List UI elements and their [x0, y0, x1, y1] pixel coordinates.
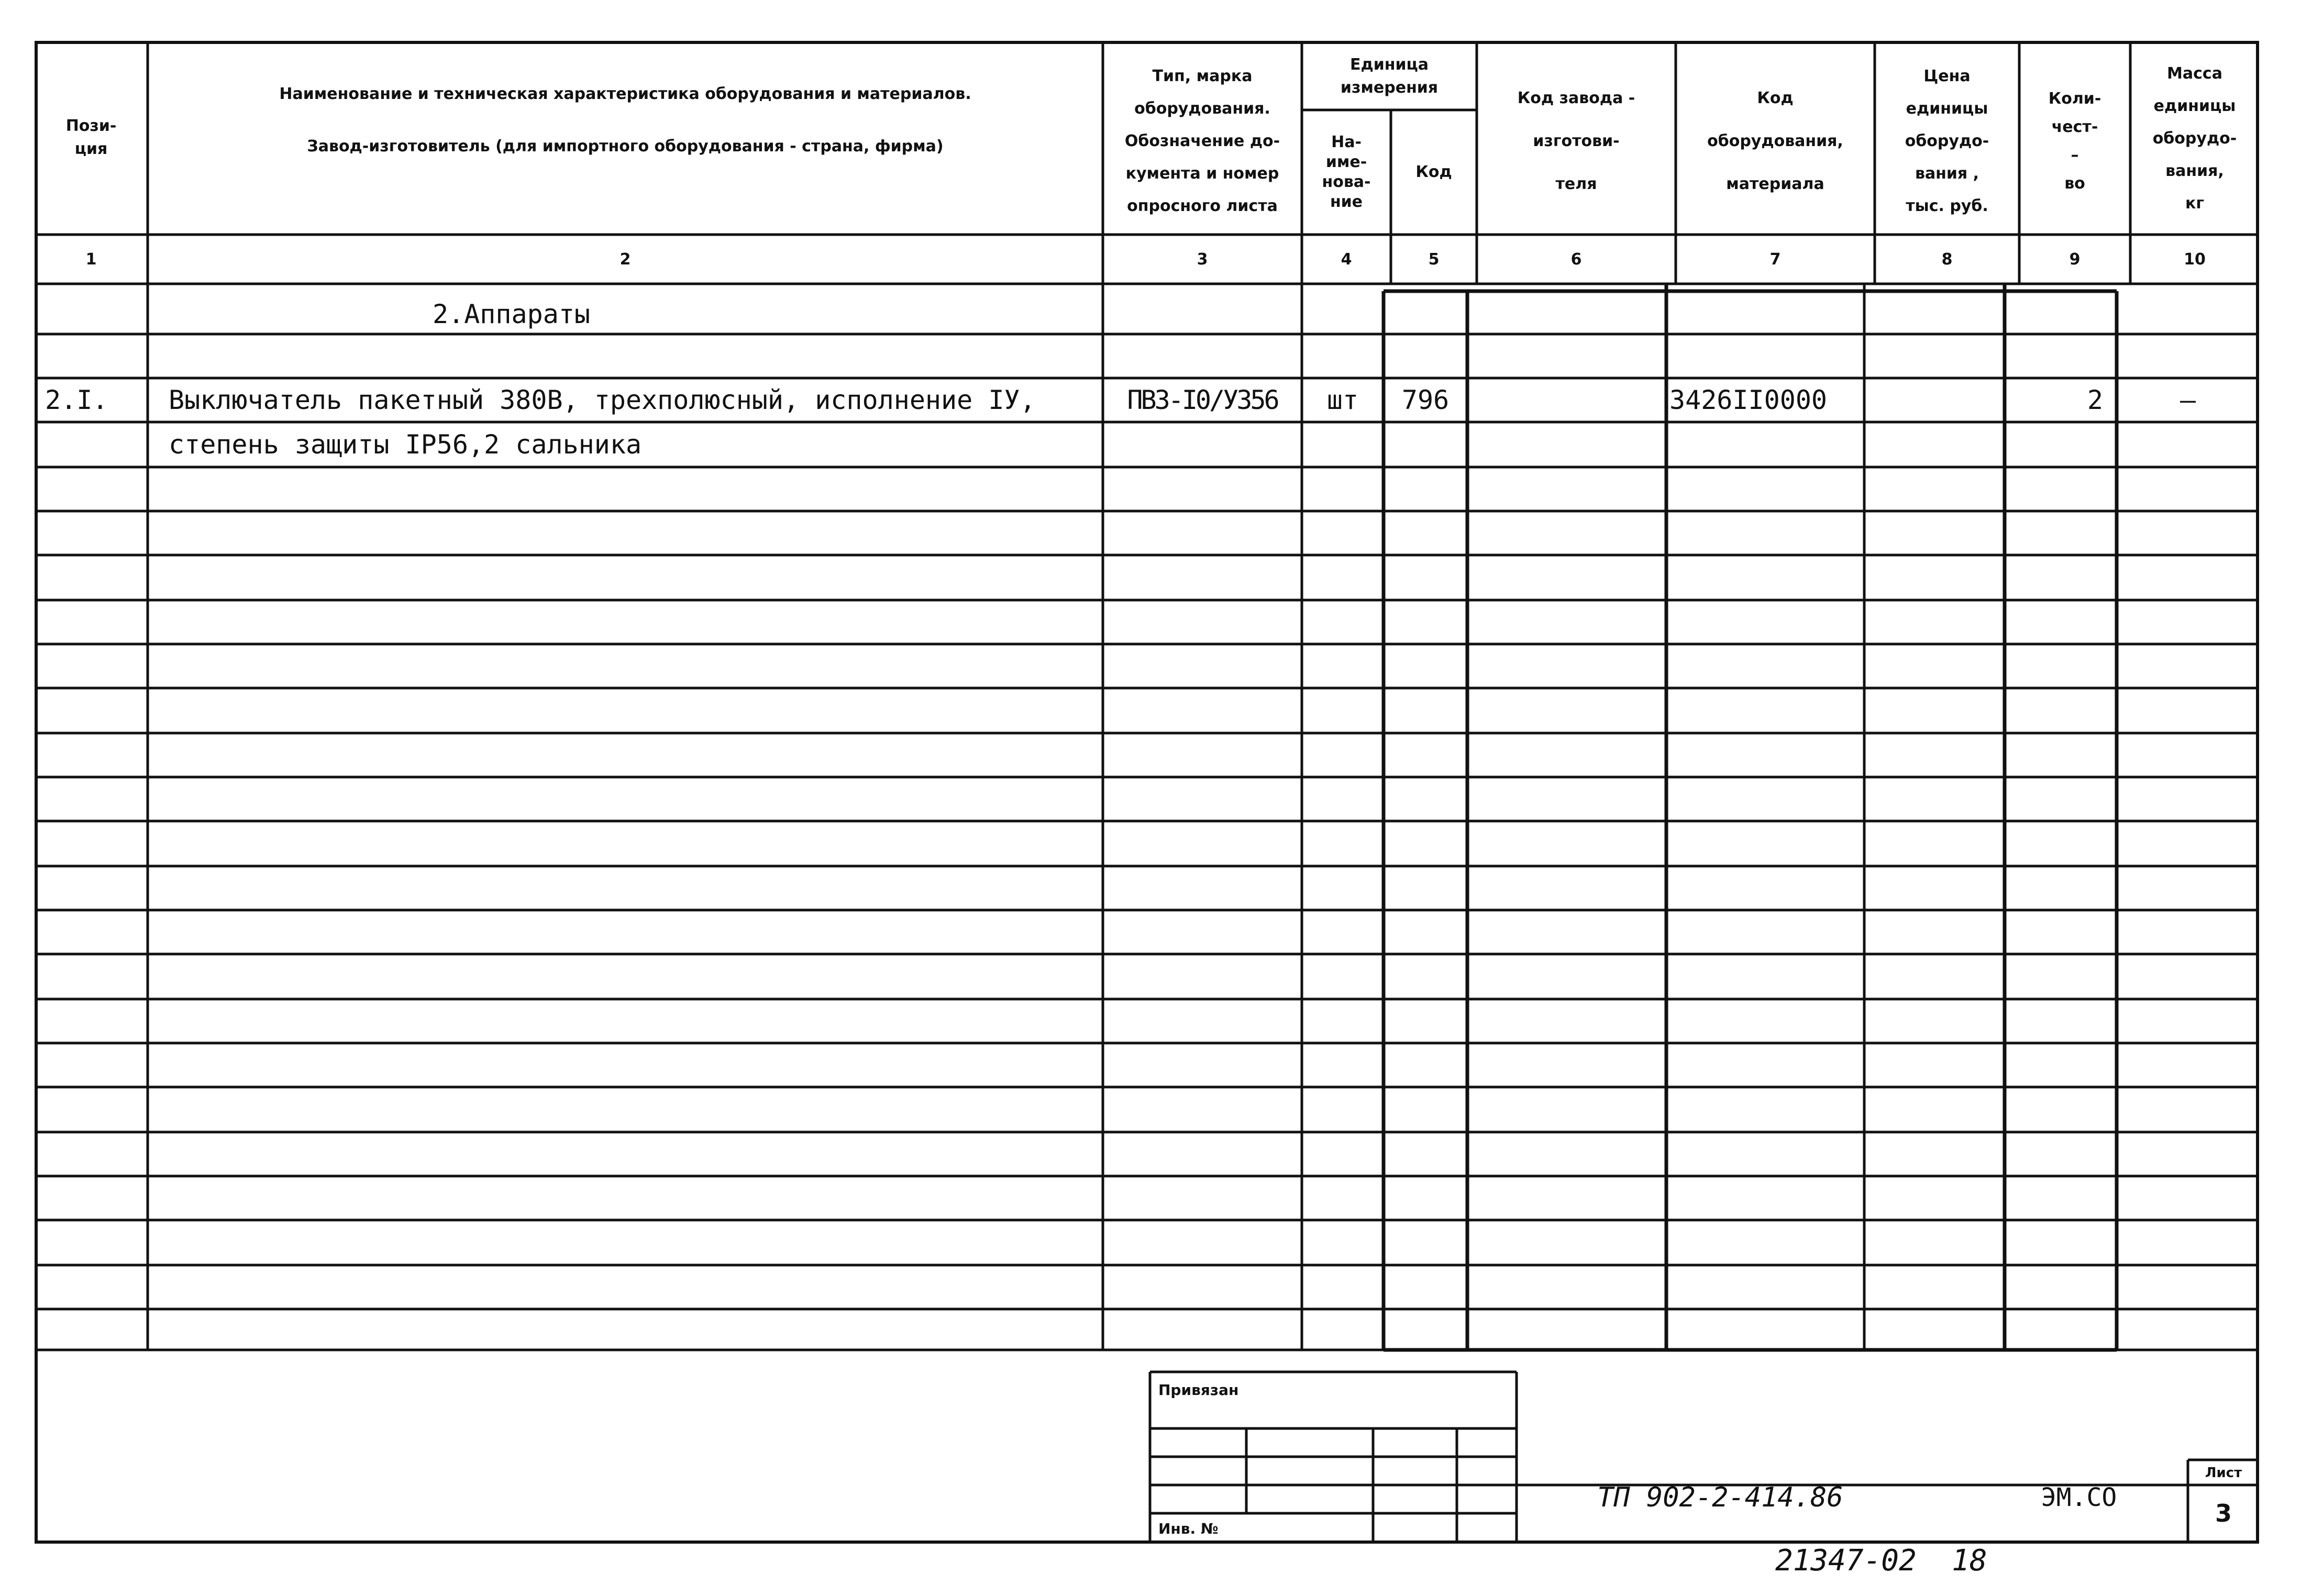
header-mass: Масса единицы оборудо- вания, кг: [2152, 64, 2237, 213]
col-number-5: 5: [1428, 250, 1440, 269]
inv-label: Инв. №: [1158, 1520, 1219, 1537]
section-title: 2.Аппараты: [433, 299, 591, 329]
row-mass: –: [2180, 385, 2196, 415]
col-number-1: 1: [85, 250, 97, 269]
col-number-8: 8: [1941, 250, 1953, 269]
header-name-line2: Завод-изготовитель (для импортного оборудования - страна, фирма): [307, 137, 944, 156]
row-unit: шт: [1326, 385, 1359, 415]
row-position: 2.I.: [45, 385, 108, 415]
header-unit-code: Код: [1415, 163, 1452, 181]
col-number-3: 3: [1197, 250, 1208, 269]
header-price: Цена единицы оборудо- вания , тыс. руб.: [1905, 67, 1989, 215]
col-number-6: 6: [1570, 250, 1582, 269]
row-material-code: 3426II0000: [1669, 385, 1828, 415]
header-quantity: Коли- чест- – во: [2048, 90, 2101, 193]
header-type: Тип, марка оборудования. Обозначение до- кумента и номер опросного листа: [1124, 67, 1280, 215]
col-number-7: 7: [1769, 250, 1781, 269]
doc-code: ЭМ.СО: [2041, 1483, 2117, 1512]
sheet-number: 3: [2215, 1499, 2232, 1527]
col-number-2: 2: [620, 250, 631, 269]
row-unit-code: 796: [1401, 385, 1450, 415]
col-number-10: 10: [2184, 250, 2206, 269]
col-number-4: 4: [1341, 250, 1352, 269]
col-number-9: 9: [2069, 250, 2081, 269]
row-name-line2: степень защиты IP56,2 сальника: [169, 429, 642, 460]
header-position: Пози- ция: [65, 117, 117, 158]
row-quantity: 2: [2087, 385, 2103, 415]
row-name-line1: Выключатель пакетный 380В, трехполюсный, исполнение IУ,: [169, 385, 1036, 415]
header-unit: Единица измерения: [1340, 56, 1439, 97]
bound-label: Привязан: [1158, 1381, 1239, 1399]
header-name-line1: Наименование и техническая характеристика оборудования и материалов.: [279, 85, 971, 103]
footer-stamp: 21347-02 18: [1775, 1543, 1987, 1578]
row-type: ПВЗ-I0/У356: [1127, 385, 1278, 415]
doc-number: ТП 902-2-414.86: [1597, 1482, 1843, 1513]
header-material-code: Код оборудования, материала: [1707, 89, 1843, 193]
header-unit-name: На- име- нова- ние: [1322, 133, 1371, 211]
sheet-label: Лист: [2205, 1465, 2242, 1481]
header-factory-code: Код завода - изготови- теля: [1517, 89, 1635, 193]
